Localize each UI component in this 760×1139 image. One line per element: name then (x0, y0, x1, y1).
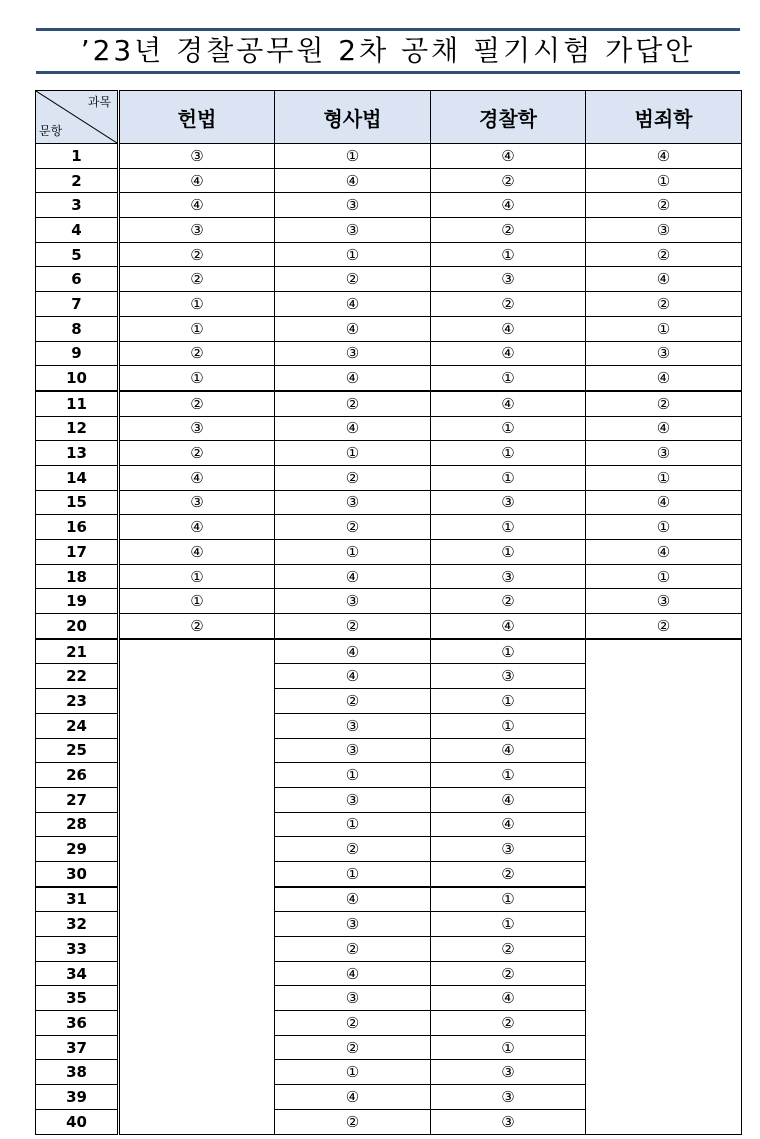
table-row (36, 465, 742, 490)
table-row (36, 614, 742, 639)
corner-question-label: 문항 (39, 124, 63, 138)
question-number: 21 (36, 639, 119, 664)
answer-cell: ① (275, 1060, 431, 1085)
answer-cell: ① (431, 763, 586, 788)
question-number: 32 (36, 912, 119, 937)
title-rule-bottom (36, 71, 740, 74)
question-number: 9 (36, 341, 119, 366)
answer-cell: ① (431, 1035, 586, 1060)
answer-cell: ③ (431, 564, 586, 589)
answer-cell: ① (586, 465, 742, 490)
answer-cell: ④ (431, 614, 586, 639)
answer-cell: ④ (431, 738, 586, 763)
answer-cell: ② (431, 589, 586, 614)
answer-cell: ③ (431, 837, 586, 862)
table-row (36, 416, 742, 441)
answer-cell: ② (275, 1011, 431, 1036)
answer-cell: ③ (431, 1060, 586, 1085)
table-row (36, 267, 742, 292)
question-number: 5 (36, 242, 119, 267)
answer-cell: ③ (275, 986, 431, 1011)
corner-cell (36, 91, 119, 144)
answer-cell: ③ (431, 490, 586, 515)
answer-cell: ① (586, 168, 742, 193)
answer-cell: ① (275, 441, 431, 466)
answer-cell: ④ (275, 1085, 431, 1110)
answer-cell: ② (119, 267, 275, 292)
answer-cell: ① (275, 861, 431, 886)
subject-header-police-science: 경찰학 (431, 91, 586, 144)
question-number: 22 (36, 664, 119, 689)
answer-cell: ③ (275, 218, 431, 243)
answer-cell: ② (431, 218, 586, 243)
answer-cell: ② (586, 193, 742, 218)
answer-cell: ① (275, 144, 431, 169)
answer-cell: ② (275, 267, 431, 292)
question-number: 34 (36, 961, 119, 986)
table-row (36, 391, 742, 416)
answer-cell: ① (586, 515, 742, 540)
subject-header-constitution: 헌법 (119, 91, 275, 144)
table-row (36, 144, 742, 169)
answer-cell: ③ (586, 589, 742, 614)
answer-cell: ④ (431, 193, 586, 218)
answer-body (36, 144, 742, 1135)
question-number: 2 (36, 168, 119, 193)
answer-cell: ④ (586, 490, 742, 515)
question-number: 37 (36, 1035, 119, 1060)
answer-cell: ① (119, 589, 275, 614)
answer-cell: ③ (275, 713, 431, 738)
question-number: 28 (36, 812, 119, 837)
question-number: 13 (36, 441, 119, 466)
answer-cell: ③ (275, 193, 431, 218)
answer-cell: ② (586, 614, 742, 639)
question-number: 31 (36, 887, 119, 912)
answer-cell: ④ (586, 267, 742, 292)
answer-cell: ④ (431, 787, 586, 812)
answer-cell: ④ (431, 391, 586, 416)
answer-cell: ④ (275, 292, 431, 317)
answer-cell: ① (586, 316, 742, 341)
answer-cell: ④ (275, 639, 431, 664)
question-number: 29 (36, 837, 119, 862)
answer-cell: ④ (275, 887, 431, 912)
answer-cell: ④ (586, 144, 742, 169)
question-number: 30 (36, 861, 119, 886)
table-row (36, 564, 742, 589)
answer-cell: ① (275, 812, 431, 837)
answer-cell: ① (275, 763, 431, 788)
answer-cell: ④ (431, 316, 586, 341)
corner-subject-label: 과목 (87, 95, 111, 109)
answer-cell: ③ (431, 267, 586, 292)
answer-cell: ③ (119, 144, 275, 169)
answer-cell: ① (119, 316, 275, 341)
question-number: 33 (36, 937, 119, 962)
question-number: 24 (36, 713, 119, 738)
answer-cell: ① (119, 564, 275, 589)
answer-cell: ④ (431, 144, 586, 169)
answer-cell: ① (431, 242, 586, 267)
answer-cell: ② (431, 861, 586, 886)
answer-cell: ② (586, 292, 742, 317)
question-number: 12 (36, 416, 119, 441)
answer-cell: ③ (586, 441, 742, 466)
table-row (36, 515, 742, 540)
question-number: 35 (36, 986, 119, 1011)
answer-cell: ④ (275, 564, 431, 589)
answer-cell: ② (431, 937, 586, 962)
question-number: 16 (36, 515, 119, 540)
answer-cell: ① (119, 366, 275, 391)
table-row (36, 242, 742, 267)
answer-cell: ② (275, 937, 431, 962)
question-number: 23 (36, 689, 119, 714)
answer-cell: ③ (275, 787, 431, 812)
answer-cell: ① (586, 564, 742, 589)
answer-cell: ③ (275, 341, 431, 366)
table-row (36, 366, 742, 391)
question-number: 18 (36, 564, 119, 589)
answer-cell: ② (275, 837, 431, 862)
answer-cell: ② (431, 961, 586, 986)
question-number: 8 (36, 316, 119, 341)
table-row (36, 341, 742, 366)
answer-cell: ② (275, 391, 431, 416)
answer-cell: ② (119, 341, 275, 366)
answer-cell: ③ (431, 1085, 586, 1110)
answer-cell: ④ (275, 961, 431, 986)
answer-cell: ② (275, 689, 431, 714)
answer-cell: ② (275, 614, 431, 639)
answer-cell: ② (431, 168, 586, 193)
answer-cell: ② (275, 1109, 431, 1134)
question-number: 14 (36, 465, 119, 490)
answer-cell: ③ (275, 738, 431, 763)
answer-cell: ① (431, 713, 586, 738)
answer-cell: ② (275, 465, 431, 490)
answer-cell: ③ (275, 490, 431, 515)
table-row (36, 168, 742, 193)
answer-cell: ① (119, 292, 275, 317)
answer-cell: ② (431, 1011, 586, 1036)
question-number: 20 (36, 614, 119, 639)
answer-cell: ① (275, 540, 431, 565)
answer-cell: ③ (275, 912, 431, 937)
answer-cell: ④ (119, 193, 275, 218)
question-number: 40 (36, 1109, 119, 1134)
question-number: 27 (36, 787, 119, 812)
answer-cell: ② (431, 292, 586, 317)
subject-header-criminal-law: 형사법 (275, 91, 431, 144)
answer-cell: ③ (119, 416, 275, 441)
answer-cell: ④ (119, 168, 275, 193)
answer-cell: ④ (119, 540, 275, 565)
table-row (36, 292, 742, 317)
answer-cell: ① (431, 441, 586, 466)
answer-cell: ① (431, 465, 586, 490)
question-number: 7 (36, 292, 119, 317)
answer-cell: ① (431, 639, 586, 664)
answer-cell: ③ (586, 341, 742, 366)
answer-cell: ④ (275, 168, 431, 193)
question-number: 6 (36, 267, 119, 292)
answer-cell: ① (431, 515, 586, 540)
question-number: 3 (36, 193, 119, 218)
table-row (36, 639, 742, 664)
answer-cell: ④ (119, 465, 275, 490)
answer-cell: ② (119, 242, 275, 267)
answer-cell: ② (275, 515, 431, 540)
question-number: 39 (36, 1085, 119, 1110)
question-number: 15 (36, 490, 119, 515)
answer-cell: ② (119, 441, 275, 466)
table-row (36, 540, 742, 565)
answer-cell: ③ (586, 218, 742, 243)
answer-cell: ③ (119, 490, 275, 515)
question-number: 19 (36, 589, 119, 614)
answer-cell: ① (431, 689, 586, 714)
question-number: 36 (36, 1011, 119, 1036)
answer-cell: ① (431, 912, 586, 937)
answer-cell: ③ (431, 664, 586, 689)
answer-cell: ③ (119, 218, 275, 243)
question-number: 17 (36, 540, 119, 565)
answer-cell: ④ (586, 416, 742, 441)
question-number: 26 (36, 763, 119, 788)
answer-cell: ④ (586, 366, 742, 391)
table-row (36, 316, 742, 341)
answer-cell: ① (275, 242, 431, 267)
table-row (36, 441, 742, 466)
table-row (36, 218, 742, 243)
answer-cell: ① (431, 416, 586, 441)
answer-cell: ① (431, 540, 586, 565)
table-row (36, 589, 742, 614)
answer-cell: ① (431, 887, 586, 912)
question-number: 10 (36, 366, 119, 391)
answer-cell: ④ (275, 366, 431, 391)
answer-cell: ② (119, 391, 275, 416)
subject-header-criminology: 범죄학 (586, 91, 742, 144)
question-number: 4 (36, 218, 119, 243)
answer-cell: ① (431, 366, 586, 391)
answer-cell: ② (586, 391, 742, 416)
answer-cell: ④ (275, 664, 431, 689)
answer-cell: ④ (119, 515, 275, 540)
answer-cell: ③ (275, 589, 431, 614)
answer-cell: ③ (431, 1109, 586, 1134)
answer-cell: ④ (275, 416, 431, 441)
answer-cell: ④ (431, 986, 586, 1011)
header-row (36, 91, 742, 144)
table-row (36, 193, 742, 218)
answer-cell: ② (119, 614, 275, 639)
page-title: ’23년 경찰공무원 2차 공채 필기시험 가답안 (80, 34, 696, 67)
answer-table (35, 90, 742, 1135)
answer-cell: ② (275, 1035, 431, 1060)
question-number: 38 (36, 1060, 119, 1085)
table-row (36, 490, 742, 515)
empty-cell (119, 639, 275, 1134)
question-number: 11 (36, 391, 119, 416)
answer-cell: ④ (586, 540, 742, 565)
answer-cell: ④ (431, 341, 586, 366)
question-number: 25 (36, 738, 119, 763)
question-number: 1 (36, 144, 119, 169)
empty-cell (586, 639, 742, 1134)
answer-cell: ② (586, 242, 742, 267)
answer-cell: ④ (275, 316, 431, 341)
answer-cell: ④ (431, 812, 586, 837)
